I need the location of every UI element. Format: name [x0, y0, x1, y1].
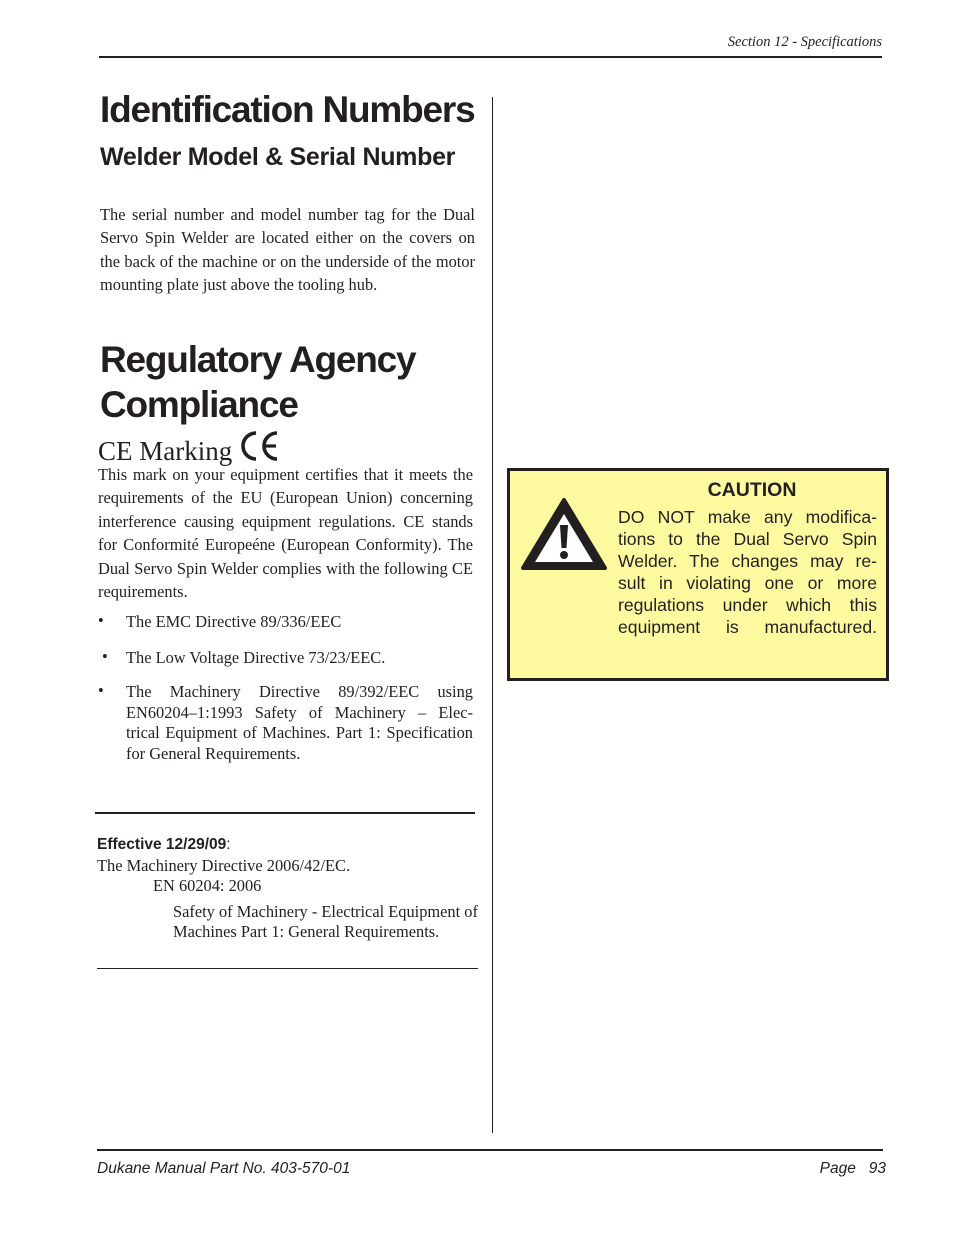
bullet-dot: • [98, 611, 104, 630]
ce-marking-label: CE Marking [98, 435, 233, 466]
bullet-dot: • [98, 681, 104, 700]
effective-standard: EN 60204: 2006 [153, 876, 262, 895]
caution-title: CAUTION [707, 479, 797, 501]
list-item-line: EN60204–1:1993 Safety of Machinery – Elec- [126, 702, 473, 722]
list-item-text [126, 682, 473, 764]
footer-rule [97, 1149, 883, 1151]
effective-top-rule [95, 812, 475, 814]
welder-model-subtitle: Welder Model & Serial Number [100, 143, 456, 171]
header-rule [99, 56, 882, 58]
list-item-text: The Low Voltage Directive 73/23/EEC. [126, 648, 386, 667]
caution-line: regulations under which this [618, 595, 877, 615]
caution-text [618, 506, 877, 638]
list-item-line: trical Equipment of Machines. Part 1: Specification [126, 723, 473, 742]
caution-box [507, 468, 889, 681]
caution-line: tions to the Dual Servo Spin [618, 529, 877, 549]
effective-bottom-rule [97, 968, 478, 969]
caution-line: DO NOT make any modifica- [618, 507, 877, 527]
page-label: Page [819, 1160, 856, 1177]
bullet-dot: • [102, 647, 108, 666]
caution-line: sult in violating one or more [618, 573, 877, 593]
footer-page [780, 1160, 886, 1178]
caution-line: Welder. The changes may re- [618, 551, 877, 571]
column-divider [492, 97, 493, 1133]
effective-colon: : [226, 836, 231, 853]
identification-body: The serial number and model number tag for the Dual Servo Spin Welder are located either on the covers on the back of the machine or on the underside of the motor mounting plate just above the tooling hub. [100, 205, 475, 295]
regulatory-title: Regulatory Agency Compliance [100, 339, 416, 425]
list-item-line: for General Requirements. [126, 743, 301, 763]
effective-date: Effective 12/29/09 [97, 836, 227, 853]
identification-title: Identification Numbers [100, 89, 475, 130]
effective-description: Safety of Machinery - Electrical Equipment of Machines Part 1: General Requirements. [173, 902, 478, 941]
warning-triangle-icon [519, 495, 609, 580]
effective-label [97, 836, 231, 854]
page-number: 93 [868, 1160, 886, 1177]
effective-directive: The Machinery Directive 2006/42/EC. [97, 856, 351, 875]
ce-body: This mark on your equipment certifies that it meets the requirements of the EU (European Union) concerning interference causing equipment regulations. CE stands for Conformité Europeéne (European Conformity). The Dual Servo Spin Welder complies with the following CE requirements. [98, 465, 473, 602]
footer-part-number: Dukane Manual Part No. 403-570-01 [97, 1160, 351, 1177]
running-head: Section 12 - Specifications [727, 34, 882, 50]
list-item-line: The Machinery Directive 89/392/EEC using [126, 682, 473, 701]
caution-line: equipment is manufactured. [618, 617, 877, 637]
list-item-text: The EMC Directive 89/336/EEC [126, 612, 342, 631]
